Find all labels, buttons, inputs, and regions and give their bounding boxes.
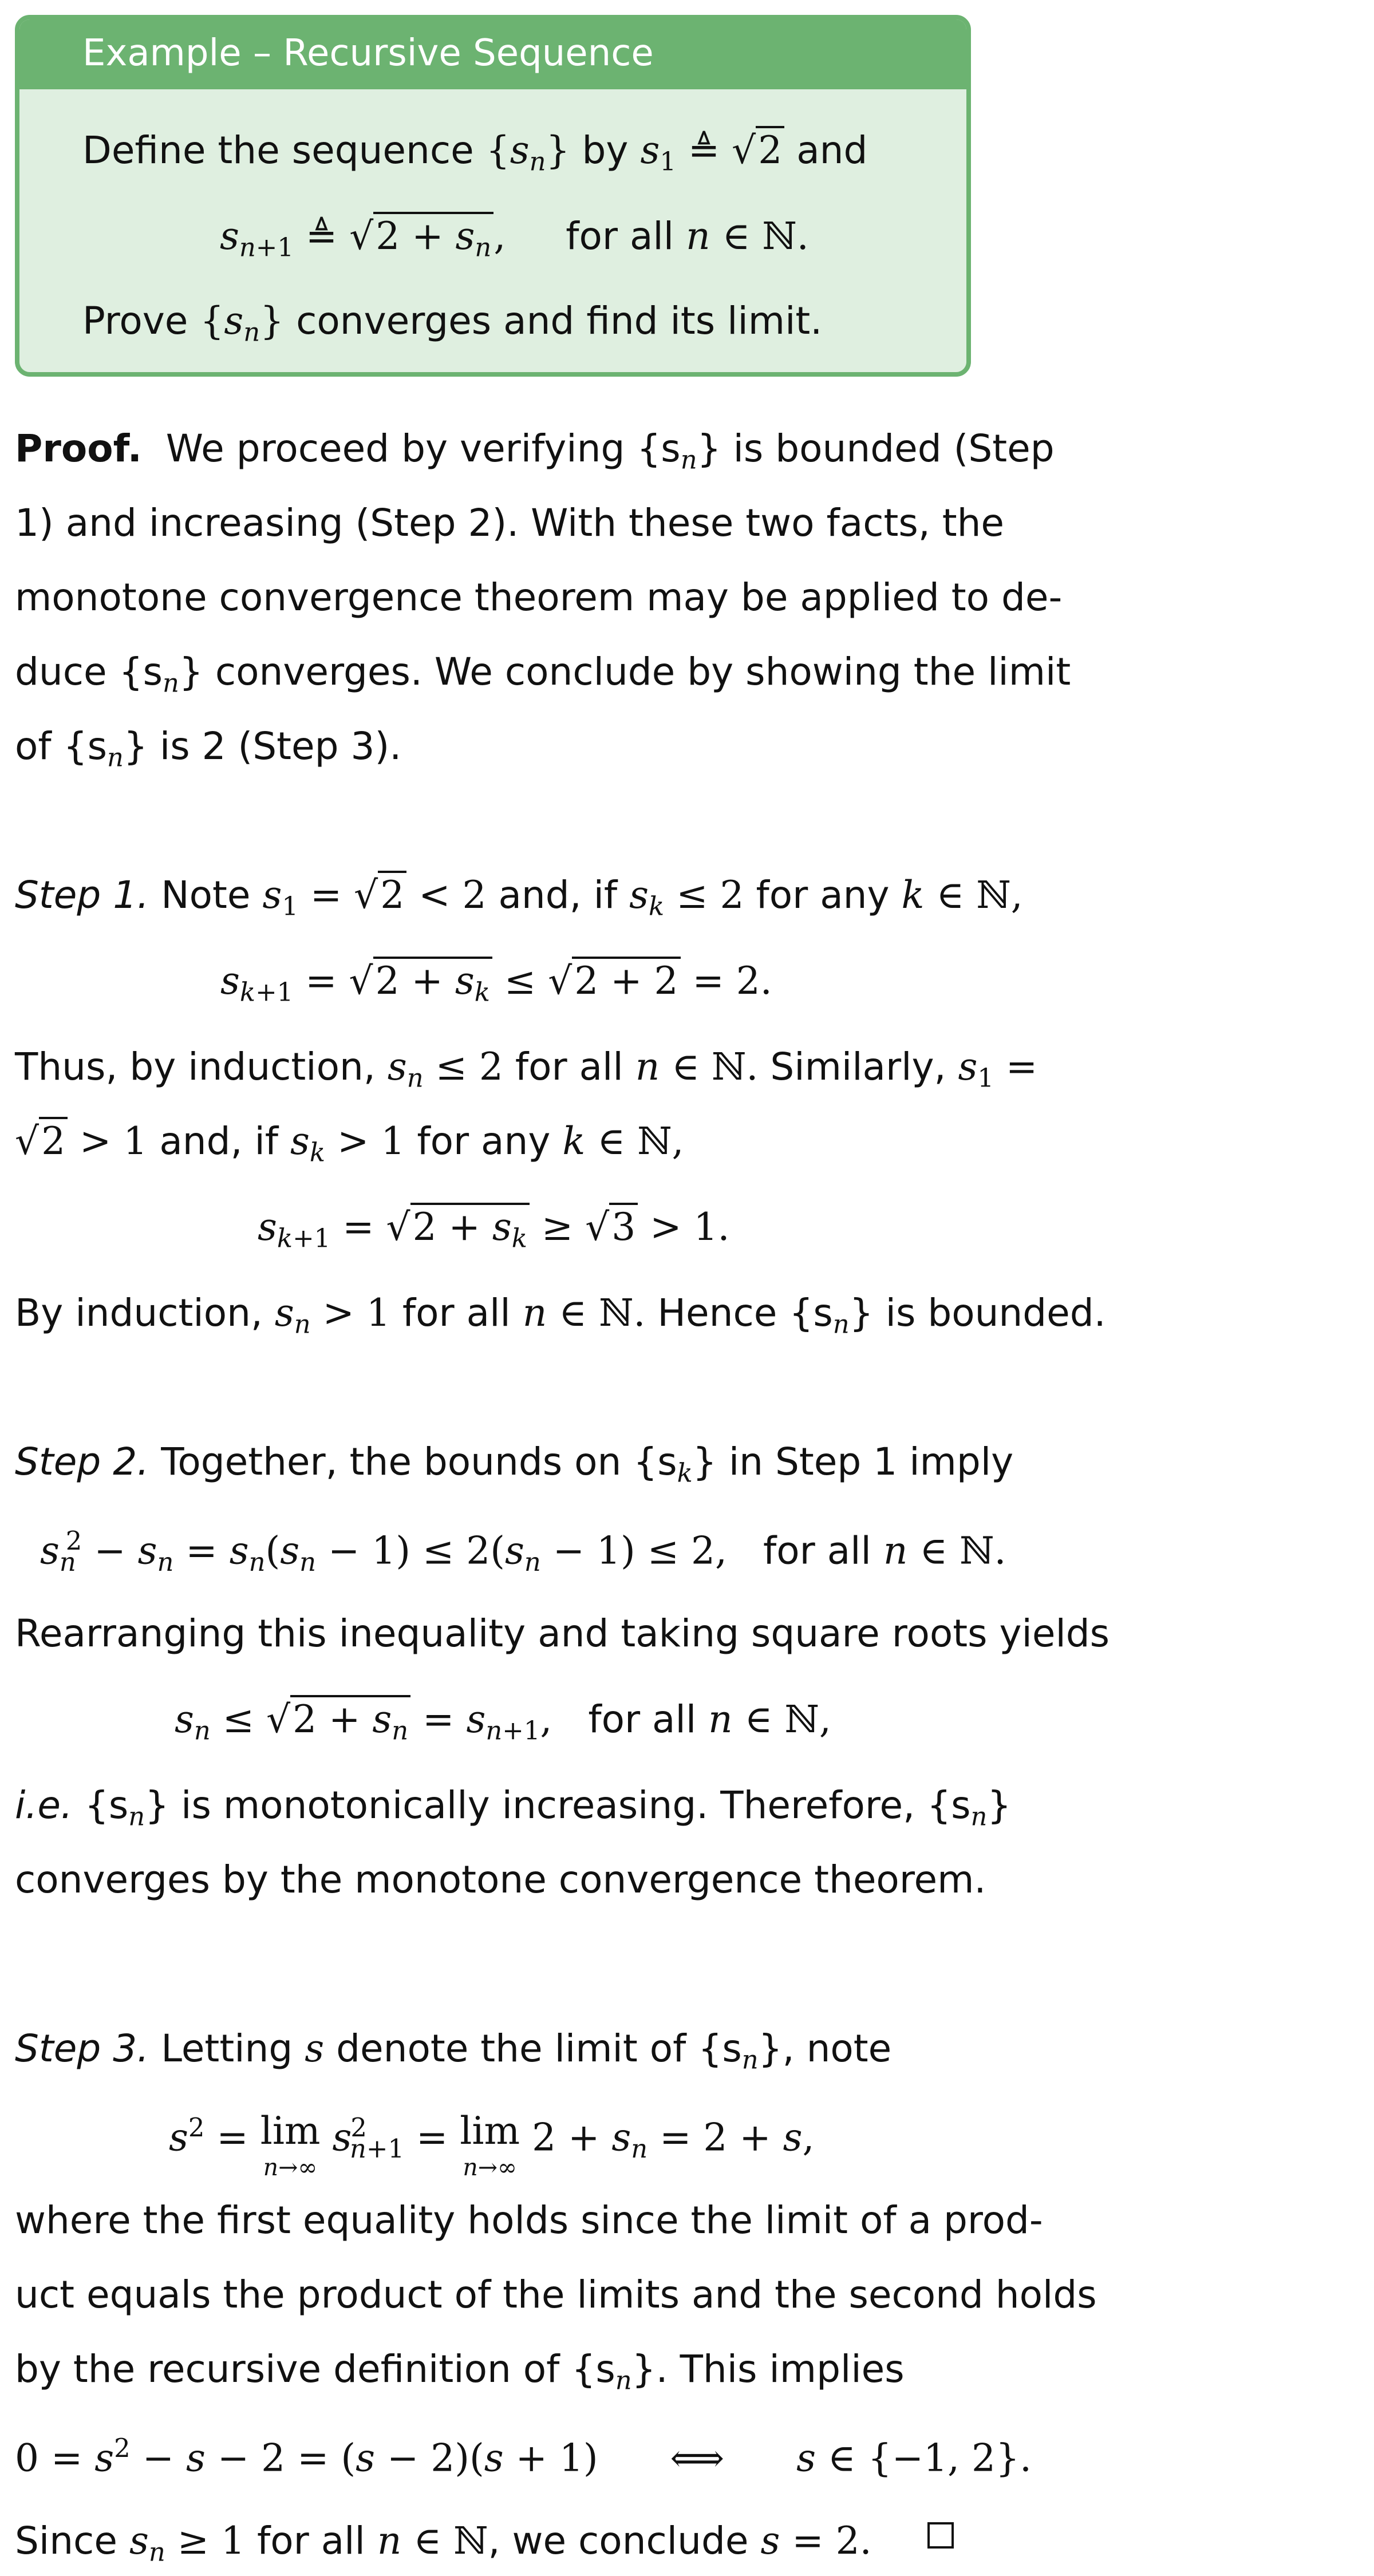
proof-label: Proof. — [15, 426, 142, 471]
proof-line-2: 1) and increasing (Step 2). With these two facts, the — [15, 501, 1005, 545]
step1-equation-upper: $s_{k+1} = √2 + s_k \le √2 + 2 = 2$. — [220, 959, 772, 1008]
step2-line-3: Rearranging this inequality and taking square roots yields — [15, 1611, 1110, 1656]
step1-line-6: By induction, $s_n > 1$ for all n ∈ ℕ. Hence $\{s_n\}$ is bounded. — [15, 1291, 1106, 1340]
step3-quadratic: $0 = s^2 - s - 2 = (s - 2)(s + 1)$ ⟺ s ∈ {−1, 2}. — [15, 2433, 1032, 2480]
step3-line-5: by the recursive definition of $\{s_n\}$. This implies — [15, 2347, 905, 2396]
step1-line-4: √2 > 1 and, if $s_k > 1$ for any k ∈ ℕ, — [15, 1119, 684, 1168]
example-title: Example – Recursive Sequence — [19, 19, 966, 89]
step1-label: Step 1. — [15, 873, 149, 917]
step2-line-1: Step 2. Together, the bounds on $\{s_k\}$ in Step 1 imply — [15, 1440, 1014, 1488]
step3-conclusion: Since $s_n \ge 1$ for all n ∈ ℕ, we conclude s = 2. — [15, 2519, 872, 2567]
example-recurrence: $s_{n+1}$ ≜ $√2 + s_n$, for all n ∈ ℕ. — [220, 214, 809, 263]
example-definition-line: Define the sequence $\{s_n\}$ by $s_1$ ≜ √2 and — [82, 128, 867, 177]
step2-line-6: converges by the monotone convergence theorem. — [15, 1858, 986, 1902]
step2-equation-lower: $s_n \le √2 + s_n = s_{n+1}$, for all n ∈ ℕ, — [175, 1697, 831, 1746]
step1-line-3: Thus, by induction, $s_n \le 2$ for all n ∈ ℕ. Similarly, $s_1$ = — [15, 1045, 1038, 1093]
qed-symbol — [927, 2522, 954, 2549]
step3-limit-equation: $s^2 = \lim$ n→∞ $s^2_{n+1} = \lim$ n→∞ $2 + s_n = 2 + s$, — [169, 2109, 815, 2181]
step3-line-1: Step 3. Letting s denote the limit of $\{s_n\}$, note — [15, 2026, 892, 2075]
step3-line-4: uct equals the product of the limits and the second holds — [15, 2273, 1097, 2317]
proof-line-5: of $\{s_n\}$ is 2 (Step 3). — [15, 724, 402, 773]
step2-line-5: i.e. $\{s_n\}$ is monotonically increasing. Therefore, $\{s_n\}$ — [15, 1783, 1012, 1832]
proof-line-1: Proof. We proceed by verifying $\{s_n\}$ is bounded (Step — [15, 426, 1055, 475]
step2-equation-upper: $s_n^2 - s_n = s_n(s_n - 1) \le 2(s_n - 1) \le 2$, for all n ∈ ℕ. — [40, 1526, 1006, 1578]
example-box — [15, 15, 971, 377]
step3-label: Step 3. — [15, 2026, 149, 2071]
proof-line-4: duce $\{s_n\}$ converges. We conclude by showing the limit — [15, 650, 1071, 698]
proof-line-3: monotone convergence theorem may be applied to de- — [15, 575, 1063, 619]
step1-line-1: Step 1. Note $s_1 = √2 < 2$ and, if $s_k \le 2$ for any k ∈ ℕ, — [15, 873, 1023, 922]
example-prove-line: Prove $\{s_n\}$ converges and find its limit. — [82, 299, 823, 347]
step2-label: Step 2. — [15, 1440, 149, 1484]
step3-line-3: where the first equality holds since the limit of a prod- — [15, 2198, 1043, 2242]
step1-equation-lower: $s_{k+1} = √2 + s_k \ge √3 > 1$. — [258, 1205, 730, 1254]
